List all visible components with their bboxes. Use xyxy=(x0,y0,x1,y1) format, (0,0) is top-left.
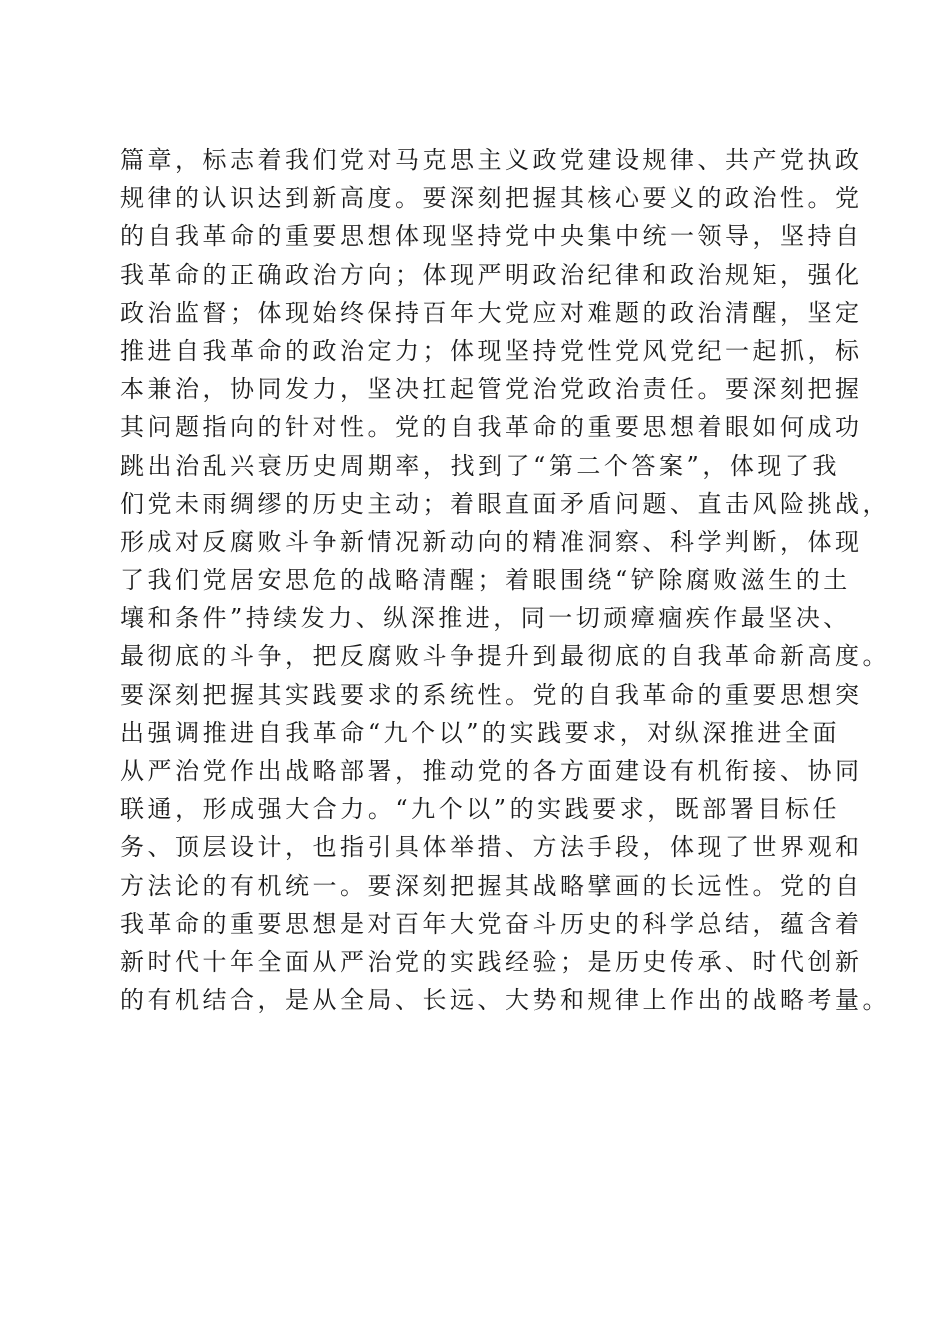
text-line: 跳出治乱兴衰历史周期率，找到了“第二个答案”，体现了我 xyxy=(120,451,840,480)
text-line: 的自我革命的重要思想体现坚持党中央集中统一领导，坚持自 xyxy=(120,222,863,251)
text-line: 从严治党作出战略部署，推动党的各方面建设有机衔接、协同 xyxy=(120,757,863,785)
text-line: 其问题指向的针对性。党的自我革命的重要思想着眼如何成功 xyxy=(120,413,863,442)
body-text xyxy=(120,141,890,1019)
text-line: 新时代十年全面从严治党的实践经验；是历史传承、时代创新 xyxy=(120,947,863,976)
text-line: 形成对反腐败斗争新情况新动向的精准洞察、科学判断，体现 xyxy=(120,527,863,556)
text-line: 本兼治，协同发力，坚决扛起管党治党政治责任。要深刻把握 xyxy=(120,375,863,404)
text-line: 务、顶层设计，也指引具体举措、方法手段，体现了世界观和 xyxy=(120,833,863,862)
text-line: 篇章，标志着我们党对马克思主义政党建设规律、共产党执政 xyxy=(120,146,863,174)
text-line: 推进自我革命的政治定力；体现坚持党性党风党纪一起抓，标 xyxy=(120,336,863,365)
text-line: 出强调推进自我革命“九个以”的实践要求，对纵深推进全面 xyxy=(120,718,840,747)
text-line: 要深刻把握其实践要求的系统性。党的自我革命的重要思想突 xyxy=(120,680,863,709)
text-line: 的有机结合，是从全局、长远、大势和规律上作出的战略考量。 xyxy=(120,986,890,1015)
text-line: 规律的认识达到新高度。要深刻把握其核心要义的政治性。党 xyxy=(120,184,863,213)
text-line: 壤和条件”持续发力、纵深推进，同一切顽瘴痼疾作最坚决、 xyxy=(120,604,851,633)
text-line: 方法论的有机统一。要深刻把握其战略擘画的长远性。党的自 xyxy=(120,871,863,900)
text-line: 了我们党居安思危的战略清醒；着眼围绕“铲除腐败滋生的土 xyxy=(120,566,851,595)
text-line: 我革命的正确政治方向；体现严明政治纪律和政治规矩，强化 xyxy=(120,260,863,289)
text-line: 联通，形成强大合力。“九个以”的实践要求，既部署目标任 xyxy=(120,795,840,824)
text-line: 我革命的重要思想是对百年大党奋斗历史的科学总结，蕴含着 xyxy=(120,909,863,938)
text-line: 最彻底的斗争，把反腐败斗争提升到最彻底的自我革命新高度。 xyxy=(120,642,890,671)
text-line: 政治监督；体现始终保持百年大党应对难题的政治清醒，坚定 xyxy=(120,298,863,327)
text-line: 们党未雨绸缪的历史主动；着眼直面矛盾问题、直击风险挑战， xyxy=(120,489,890,518)
